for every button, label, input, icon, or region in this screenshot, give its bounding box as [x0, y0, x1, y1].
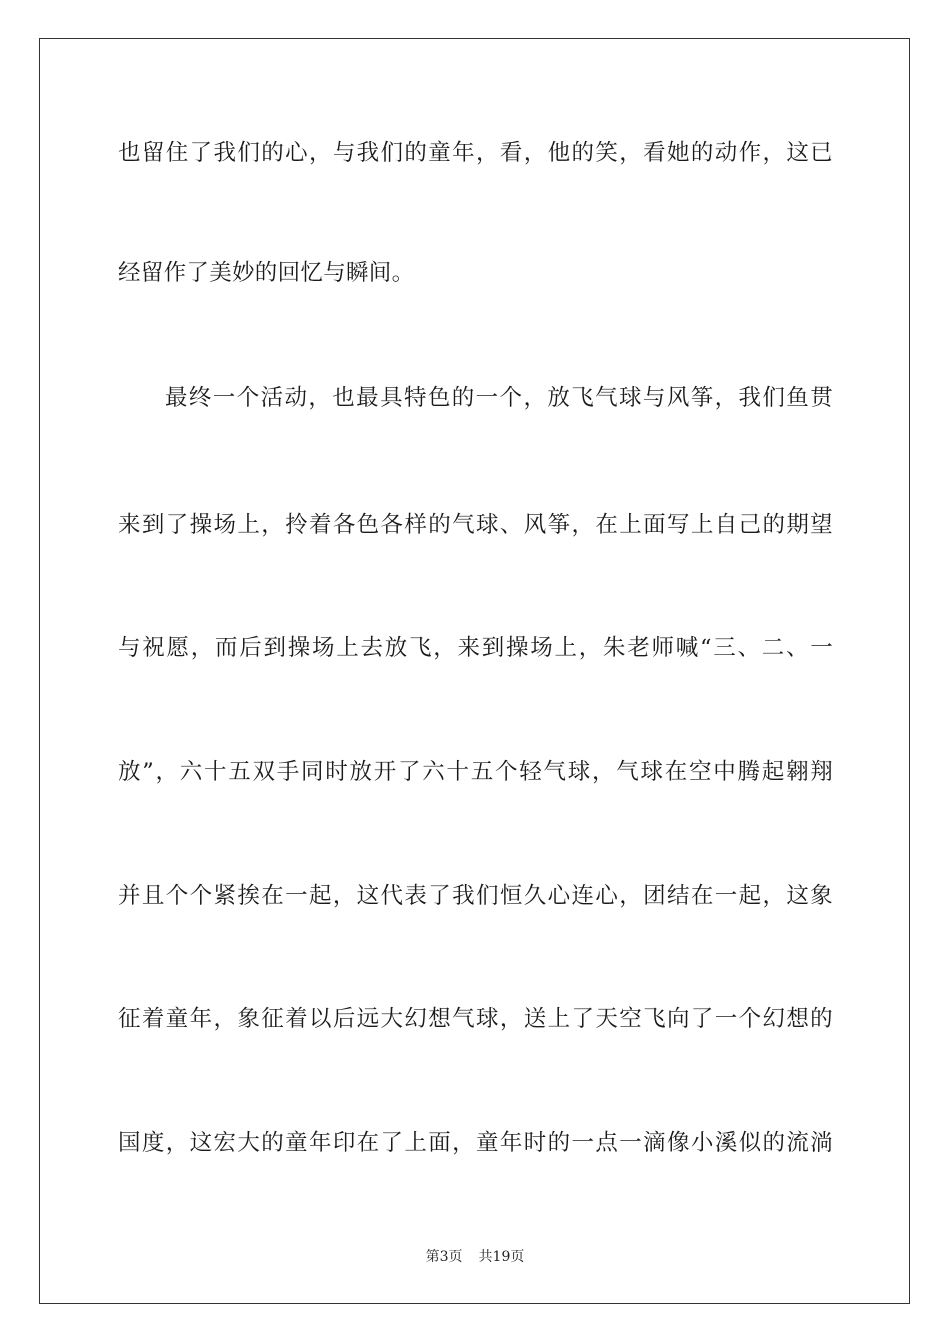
page-footer [0, 1247, 950, 1267]
text-line-3: 最终一个活动，也最具特色的一个，放飞气球与风筝，我们鱼贯 [165, 385, 833, 411]
text-line-8: 征着童年，象征着以后远大幻想气球，送上了天空飞向了一个幻想的 [118, 1006, 833, 1032]
text-line-7: 并且个个紧挨在一起，这代表了我们恒久心连心，团结在一起，这象 [118, 883, 833, 909]
page-border [39, 38, 910, 1304]
text-line-9: 国度，这宏大的童年印在了上面，童年时的一点一滴像小溪似的流淌 [118, 1130, 833, 1156]
page-total: 共19页 [478, 1249, 525, 1265]
page-number: 第3页 [425, 1249, 463, 1265]
text-line-5: 与祝愿，而后到操场上去放飞，来到操场上，朱老师喊“三、二、一 [118, 635, 833, 661]
text-line-1: 也留住了我们的心，与我们的童年，看，他的笑，看她的动作，这已 [118, 140, 833, 166]
text-line-2: 经留作了美妙的回忆与瞬间。 [118, 260, 415, 286]
text-line-4: 来到了操场上，拎着各色各样的气球、风筝，在上面写上自己的期望 [118, 512, 833, 538]
text-line-6: 放”，六十五双手同时放开了六十五个轻气球，气球在空中腾起翱翔 [118, 759, 833, 785]
